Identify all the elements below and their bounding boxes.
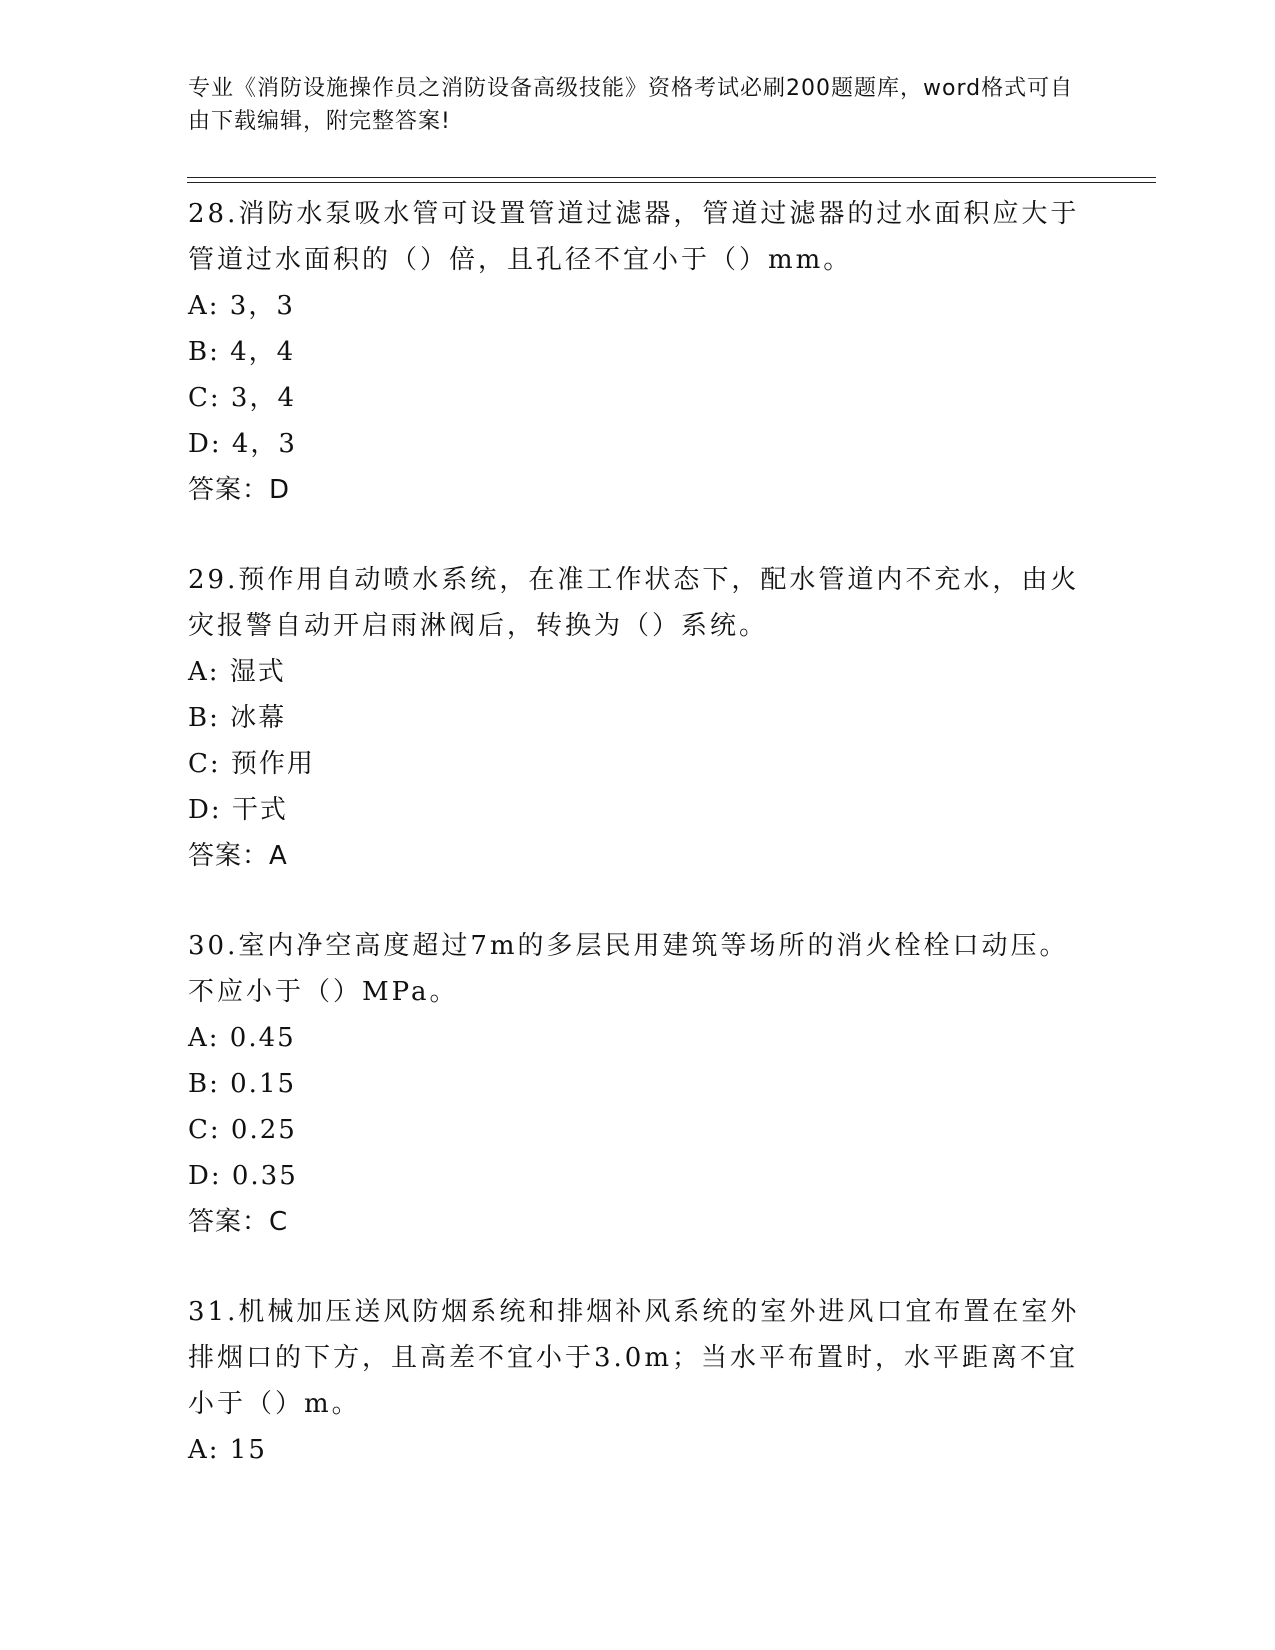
option-d: D: 0.35 [188,1161,298,1191]
option-c: C: 3，4 [188,383,297,413]
option-c: C: 预作用 [188,749,315,779]
option-a: A: 湿式 [188,657,286,687]
header-divider-bottom [187,182,1156,183]
option-d: D: 干式 [188,795,288,825]
option-b: B: 4，4 [188,337,296,367]
question-list [188,191,1088,1473]
option-a: A: 3，3 [188,291,295,321]
option-b: B: 冰幕 [188,703,287,733]
answer-line: 答案：A [188,841,288,871]
question-stem: 29.预作用自动喷水系统，在准工作状态下，配水管道内不充水，由火灾报警自动开启雨淋阀后，转换为（）系统。 [188,565,1080,641]
header-divider-top [187,177,1156,178]
question-stem: 30.室内净空高度超过7m的多层民用建筑等场所的消火栓栓口动压。不应小于（）MPa。 [188,931,1069,1007]
option-d: D: 4，3 [188,429,297,459]
answer-line: 答案：C [188,1207,289,1237]
option-a: A: 0.45 [188,1023,296,1053]
document-intro: 专业《消防设施操作员之消防设备高级技能》资格考试必刷200题题库，word格式可自由下载编辑，附完整答案! [188,76,1074,134]
question-stem: 28.消防水泵吸水管可设置管道过滤器，管道过滤器的过水面积应大于管道过水面积的（）倍，且孔径不宜小于（）mm。 [188,199,1080,275]
question-item [188,1289,1088,1473]
option-b: B: 0.15 [188,1069,297,1099]
option-c: C: 0.25 [188,1115,297,1145]
question-item [188,191,1088,513]
question-stem: 31.机械加压送风防烟系统和排烟补风系统的室外进风口宜布置在室外排烟口的下方，且高差不宜小于3.0m；当水平布置时，水平距离不宜小于（）m。 [188,1297,1080,1419]
option-a: A: 15 [188,1435,267,1465]
answer-line: 答案：D [188,475,291,505]
question-item [188,923,1088,1245]
question-item [188,557,1088,879]
